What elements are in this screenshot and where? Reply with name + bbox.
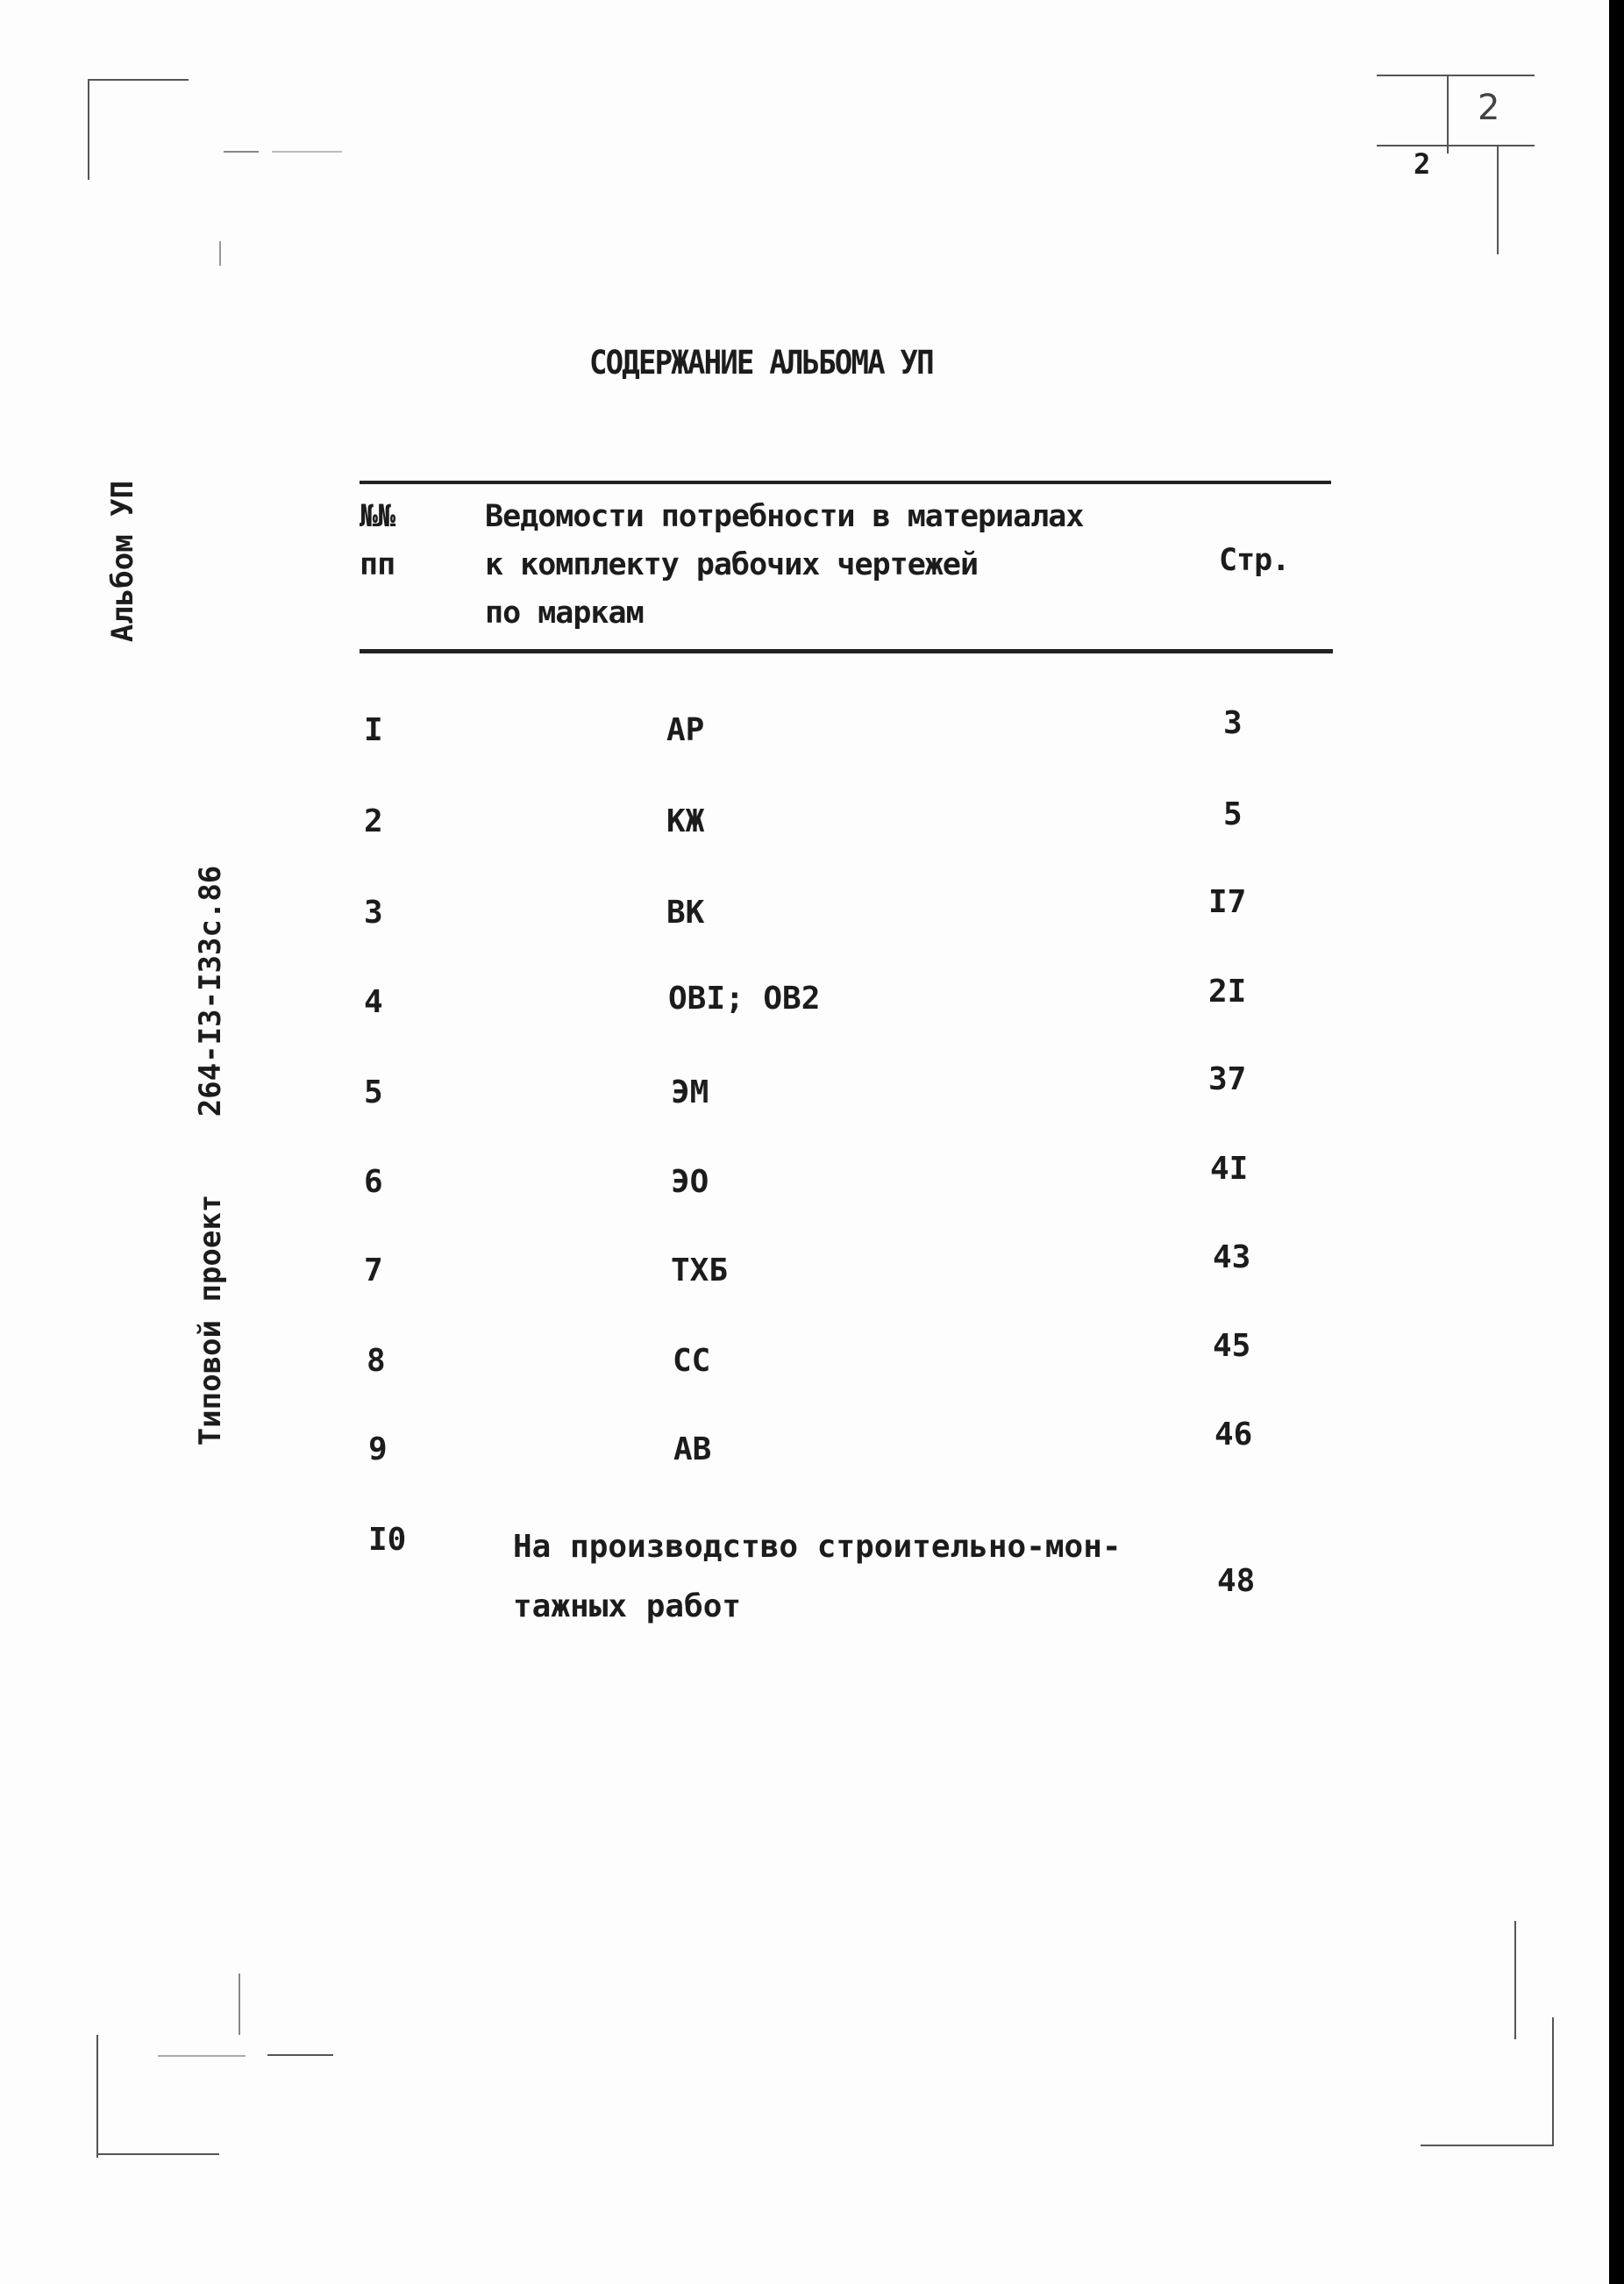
corner-number-printed: 2 bbox=[1414, 147, 1431, 181]
row-2-name: КЖ bbox=[666, 803, 705, 839]
corner-mark-top-left-v bbox=[88, 79, 89, 180]
tick-mark bbox=[219, 241, 221, 266]
row-6-name: ЭО bbox=[671, 1164, 709, 1200]
side-stamp-project: Типовой проект bbox=[193, 1194, 228, 1446]
corner-frame-top-right-v2 bbox=[1497, 145, 1499, 254]
header-number-line1: №№ bbox=[360, 499, 395, 534]
dash-mark bbox=[272, 151, 342, 153]
corner-mark-bottom-left-h1 bbox=[96, 2153, 219, 2155]
row-2-page: 5 bbox=[1223, 796, 1243, 832]
dash-mark bbox=[267, 2054, 333, 2056]
row-8-page: 45 bbox=[1213, 1328, 1251, 1364]
header-number-line2: пп bbox=[360, 547, 395, 582]
corner-mark-bottom-right-v2 bbox=[1552, 2017, 1554, 2145]
row-10-name-line1: На производство строительно-мон- bbox=[513, 1529, 1122, 1565]
corner-frame-top-right-v1 bbox=[1447, 75, 1449, 153]
row-10-page: 48 bbox=[1217, 1563, 1256, 1599]
row-7-num: 7 bbox=[364, 1253, 383, 1288]
corner-frame-top-right-h2 bbox=[1377, 145, 1535, 146]
row-1-page: 3 bbox=[1223, 705, 1243, 741]
row-8-name: СС bbox=[673, 1343, 711, 1379]
row-4-num: 4 bbox=[364, 984, 383, 1020]
row-10-name bbox=[513, 1517, 1122, 1637]
corner-mark-bottom-right-h bbox=[1421, 2145, 1554, 2146]
header-description-line3: по маркам bbox=[485, 596, 644, 631]
table-top-rule bbox=[360, 481, 1331, 484]
row-4-name: ОВI; ОВ2 bbox=[668, 981, 821, 1017]
header-page: Стр. bbox=[1219, 543, 1290, 578]
side-stamp-code: 264-I3-I33с.86 bbox=[193, 865, 228, 1117]
row-5-num: 5 bbox=[364, 1074, 383, 1110]
tick-mark bbox=[239, 1974, 240, 2035]
row-5-name: ЭМ bbox=[671, 1074, 709, 1110]
row-3-num: 3 bbox=[364, 895, 383, 931]
row-9-name: АВ bbox=[673, 1431, 712, 1467]
row-8-num: 8 bbox=[367, 1343, 386, 1379]
row-7-page: 43 bbox=[1213, 1239, 1251, 1275]
corner-mark-bottom-right-v1 bbox=[1514, 1921, 1516, 2039]
corner-frame-top-right-h1 bbox=[1377, 75, 1535, 76]
dash-mark bbox=[224, 151, 259, 153]
row-2-num: 2 bbox=[364, 803, 383, 839]
corner-number-handwritten: 2 bbox=[1478, 88, 1500, 128]
row-10-num: I0 bbox=[368, 1522, 407, 1558]
page-title: СОДЕРЖАНИЕ АЛЬБОМА УП bbox=[589, 344, 933, 382]
row-3-page: I7 bbox=[1208, 884, 1247, 920]
row-7-name: ТХБ bbox=[671, 1253, 729, 1288]
header-description-line2: к комплекту рабочих чертежей bbox=[485, 547, 979, 582]
row-10-name-line2: тажных работ bbox=[513, 1588, 742, 1624]
row-6-num: 6 bbox=[364, 1164, 383, 1200]
row-9-num: 9 bbox=[368, 1431, 388, 1467]
row-9-page: 46 bbox=[1214, 1417, 1253, 1452]
corner-mark-top-left-h bbox=[88, 79, 189, 81]
row-3-name: ВК bbox=[666, 895, 705, 931]
corner-mark-bottom-left-v bbox=[96, 2035, 98, 2158]
row-1-name: АР bbox=[666, 712, 705, 748]
header-description bbox=[485, 493, 1083, 638]
row-1-num: I bbox=[364, 712, 383, 748]
row-6-page: 4I bbox=[1210, 1151, 1249, 1187]
header-number bbox=[360, 493, 395, 589]
dash-mark bbox=[158, 2055, 246, 2057]
table-header-rule bbox=[360, 649, 1333, 653]
header-description-line1: Ведомости потребности в материалах bbox=[485, 499, 1084, 534]
row-4-page: 2I bbox=[1208, 974, 1247, 1010]
row-5-page: 37 bbox=[1208, 1061, 1247, 1097]
side-stamp-album: Альбом УП bbox=[105, 480, 140, 643]
